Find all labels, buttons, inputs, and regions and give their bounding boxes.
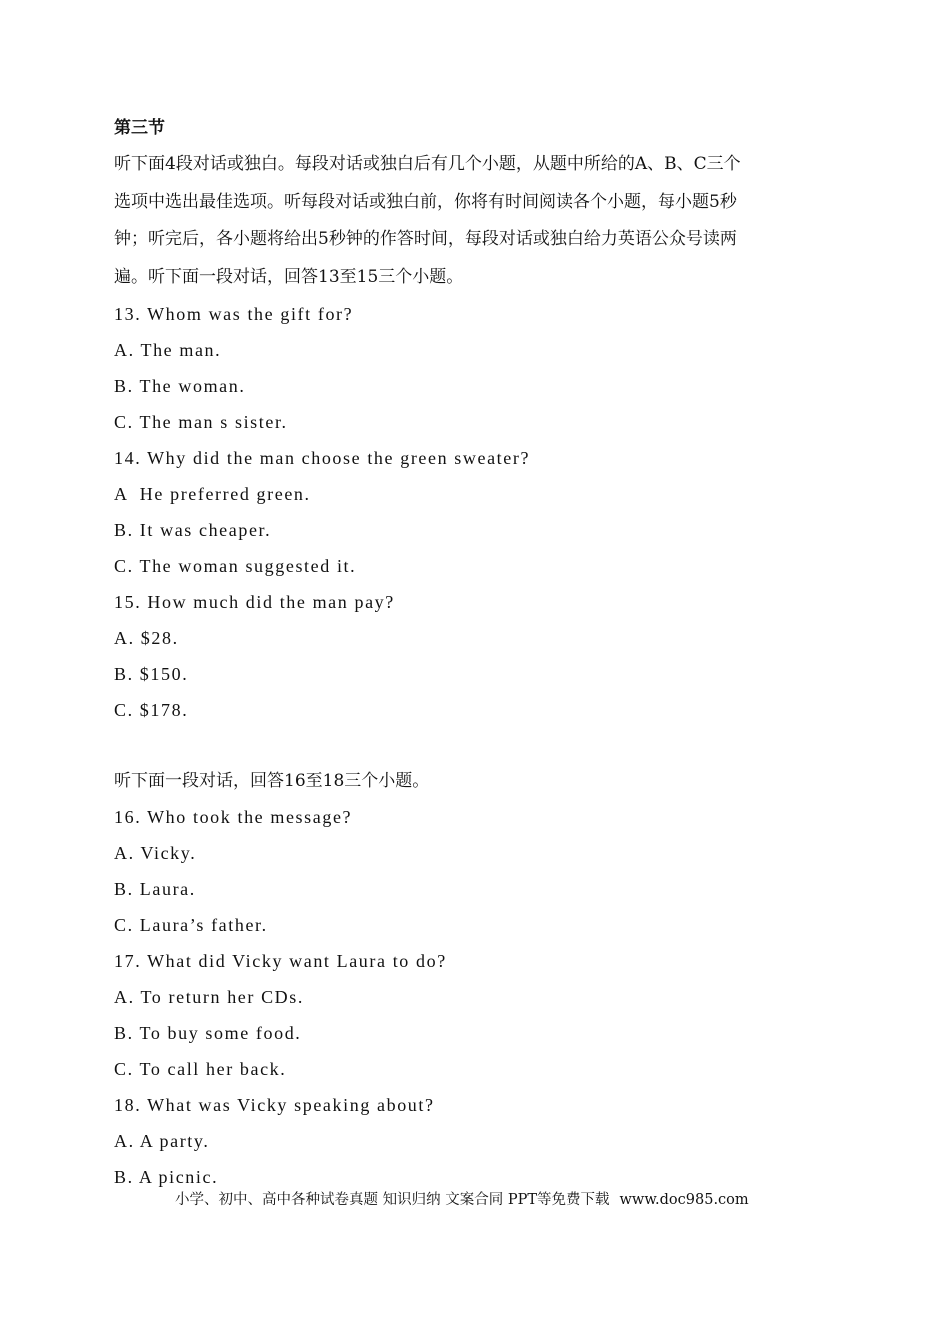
question-17 <box>114 943 834 1087</box>
question-stem: 15. How much did the man pay? <box>114 592 395 612</box>
footer-url[interactable]: www.doc985.com <box>619 1192 749 1208</box>
question-stem: 16. Who took the message? <box>114 807 353 827</box>
option-c: C. The woman suggested it. <box>114 556 357 576</box>
option-c: C. $178. <box>114 700 189 720</box>
spacer <box>114 728 834 763</box>
option-c: C. Laura’s father. <box>114 915 268 935</box>
question-16 <box>114 799 834 943</box>
option-a: A. The man. <box>114 340 222 360</box>
option-b: B. The woman. <box>114 376 246 396</box>
question-stem: 14. Why did the man choose the green sweater? <box>114 448 531 468</box>
question-14 <box>114 440 834 584</box>
option-c: C. To call her back. <box>114 1059 287 1079</box>
footer-text: 小学、初中、高中各种试卷真题 知识归纳 文案合同 PPT等免费下载 <box>175 1192 610 1208</box>
question-18 <box>114 1087 834 1195</box>
section-title: 第三节 <box>114 118 165 138</box>
instruction-line: 听下面4段对话或独白。每段对话或独白后有几个小题，从题中所给的A、B、C三个 <box>114 154 741 174</box>
exam-page <box>114 110 834 1195</box>
question-stem: 13. Whom was the gift for? <box>114 304 354 324</box>
instruction-line: 选项中选出最佳选项。听每段对话或独白前，你将有时间阅读各个小题，每小题5秒 <box>114 191 737 212</box>
question-15 <box>114 584 834 728</box>
section-instructions <box>114 146 834 296</box>
option-b: B. A picnic. <box>114 1167 219 1187</box>
option-b: B. To buy some food. <box>114 1023 302 1043</box>
question-stem: 17. What did Vicky want Laura to do? <box>114 951 447 971</box>
option-b: B. It was cheaper. <box>114 520 272 540</box>
page-footer <box>175 1190 749 1210</box>
question-13 <box>114 296 834 440</box>
instruction-line: 钟；听完后，各小题将给出5秒钟的作答时间，每段对话或独白给力英语公众号读两 <box>114 229 737 249</box>
option-a: A. Vicky. <box>114 843 197 863</box>
question-stem: 18. What was Vicky speaking about? <box>114 1095 435 1115</box>
option-a: A. $28. <box>114 628 179 648</box>
option-a: A He preferred green. <box>114 484 311 504</box>
option-c: C. The man s sister. <box>114 412 288 432</box>
option-b: B. $150. <box>114 664 189 684</box>
group-intro: 听下面一段对话，回答16至18三个小题。 <box>114 771 430 791</box>
option-b: B. Laura. <box>114 879 196 899</box>
option-a: A. To return her CDs. <box>114 987 304 1007</box>
instruction-line: 遍。听下面一段对话，回答13至15三个小题。 <box>114 266 464 287</box>
option-a: A. A party. <box>114 1131 210 1151</box>
